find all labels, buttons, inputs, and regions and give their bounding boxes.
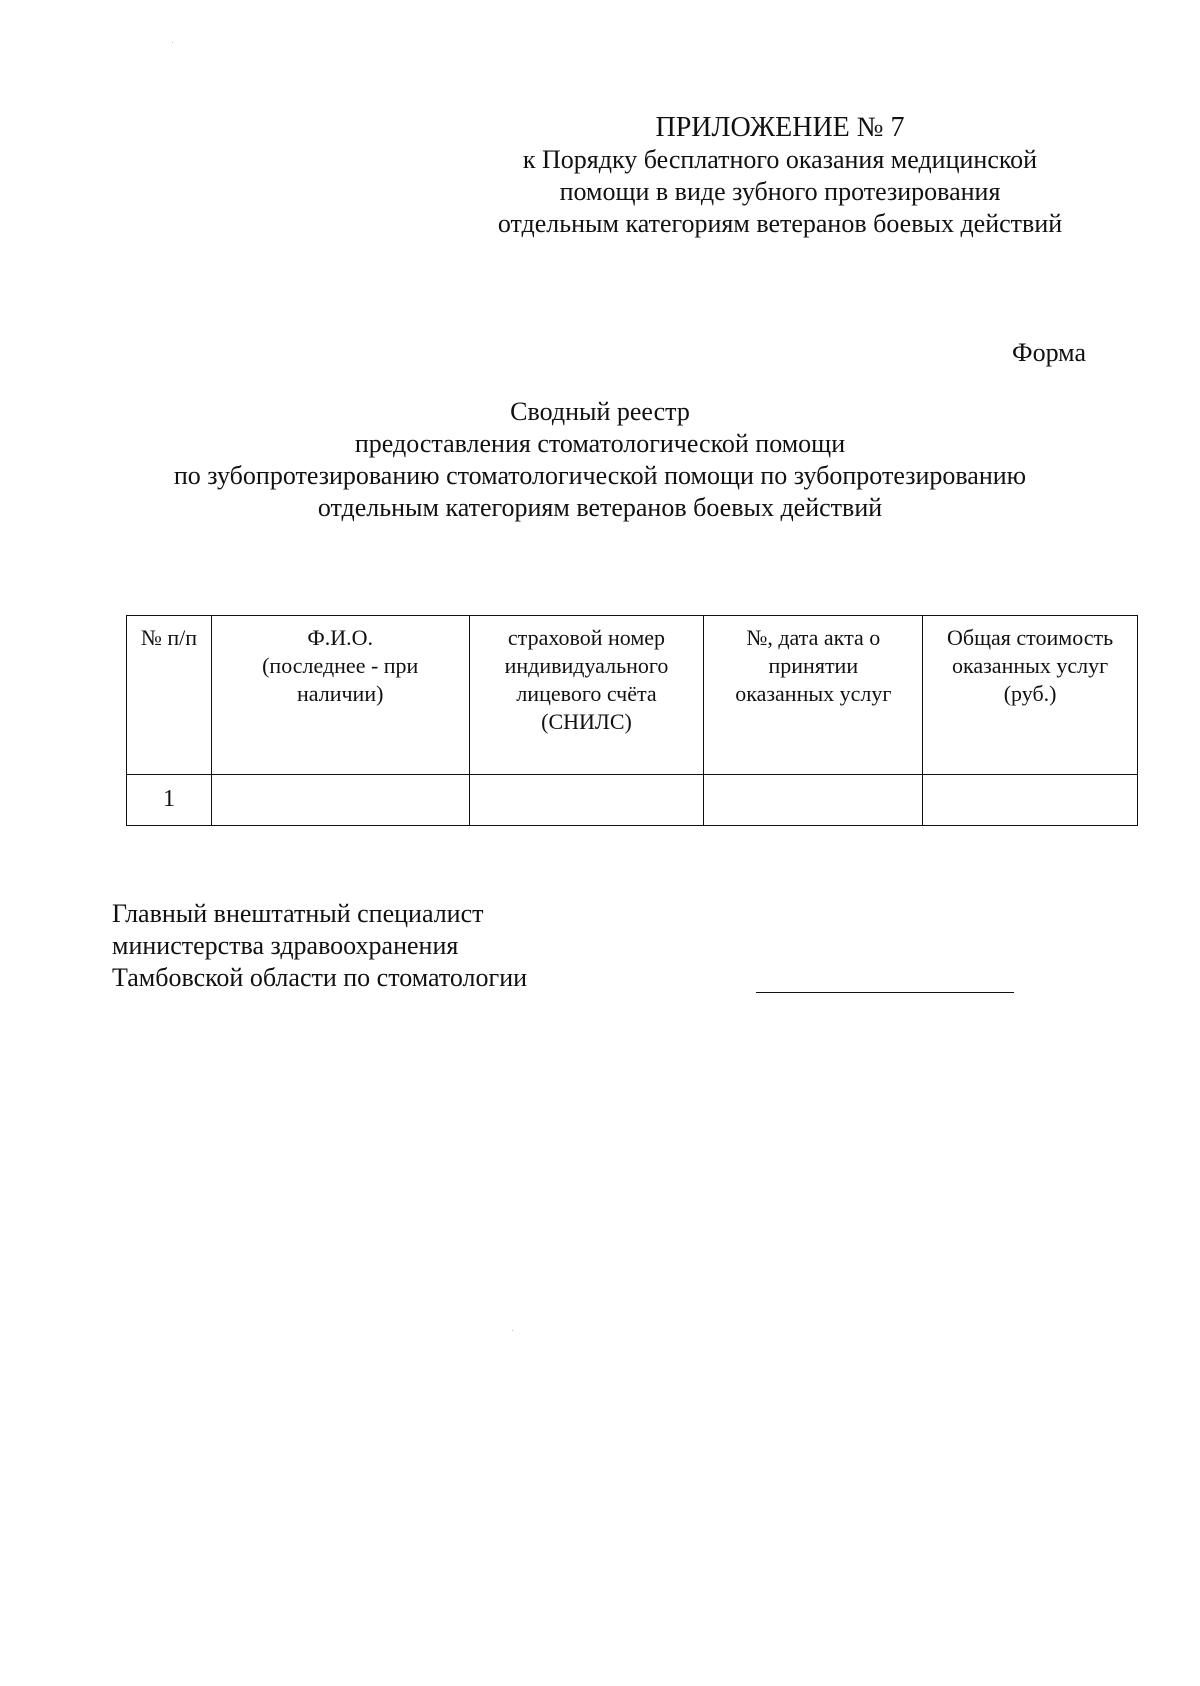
cell-snils: [469, 775, 704, 826]
register-title: [0, 396, 1200, 524]
signature-line: Главный внештатный специалист: [112, 899, 484, 928]
signature-block: [112, 898, 527, 994]
appendix-title: ПРИЛОЖЕНИЕ № 7: [655, 112, 905, 143]
register-title-line: предоставления стоматологической помощи: [354, 429, 846, 458]
form-label: Форма: [1012, 338, 1086, 367]
header-act: №, дата акта о принятии оказанных услуг: [704, 616, 923, 775]
table-header-row: [127, 616, 1138, 775]
cell-total-cost: [923, 775, 1138, 826]
header-number: № п/п: [127, 616, 212, 775]
header-snils: страховой номер индивидуального лицевого счёта (СНИЛС): [469, 616, 704, 775]
register-title-line: отдельным категориям ветеранов боевых действий: [317, 493, 883, 522]
scan-speck: [172, 42, 173, 43]
appendix-header: [470, 112, 1090, 240]
registry-table: [126, 615, 1138, 826]
signature-line: Тамбовской области по стоматологии: [112, 963, 528, 992]
scan-speck: [512, 1330, 513, 1331]
cell-number: 1: [127, 775, 212, 826]
appendix-line: к Порядку бесплатного оказания медицинской: [522, 145, 1038, 174]
register-title-line: Сводный реестр: [510, 397, 690, 426]
header-total-cost: Общая стоимость оказанных услуг (руб.): [923, 616, 1138, 775]
cell-full-name: [211, 775, 469, 826]
signature-line: министерства здравоохранения: [112, 931, 459, 960]
signature-blank-line: [756, 992, 1014, 993]
register-title-line: по зубопротезированию стоматологической помощи по зубопротезированию: [173, 461, 1027, 490]
appendix-line: отдельным категориям ветеранов боевых действий: [497, 209, 1063, 238]
appendix-line: помощи в виде зубного протезирования: [559, 177, 1001, 206]
header-full-name: Ф.И.О. (последнее - при наличии): [211, 616, 469, 775]
table-row: [127, 775, 1138, 826]
cell-act: [704, 775, 923, 826]
